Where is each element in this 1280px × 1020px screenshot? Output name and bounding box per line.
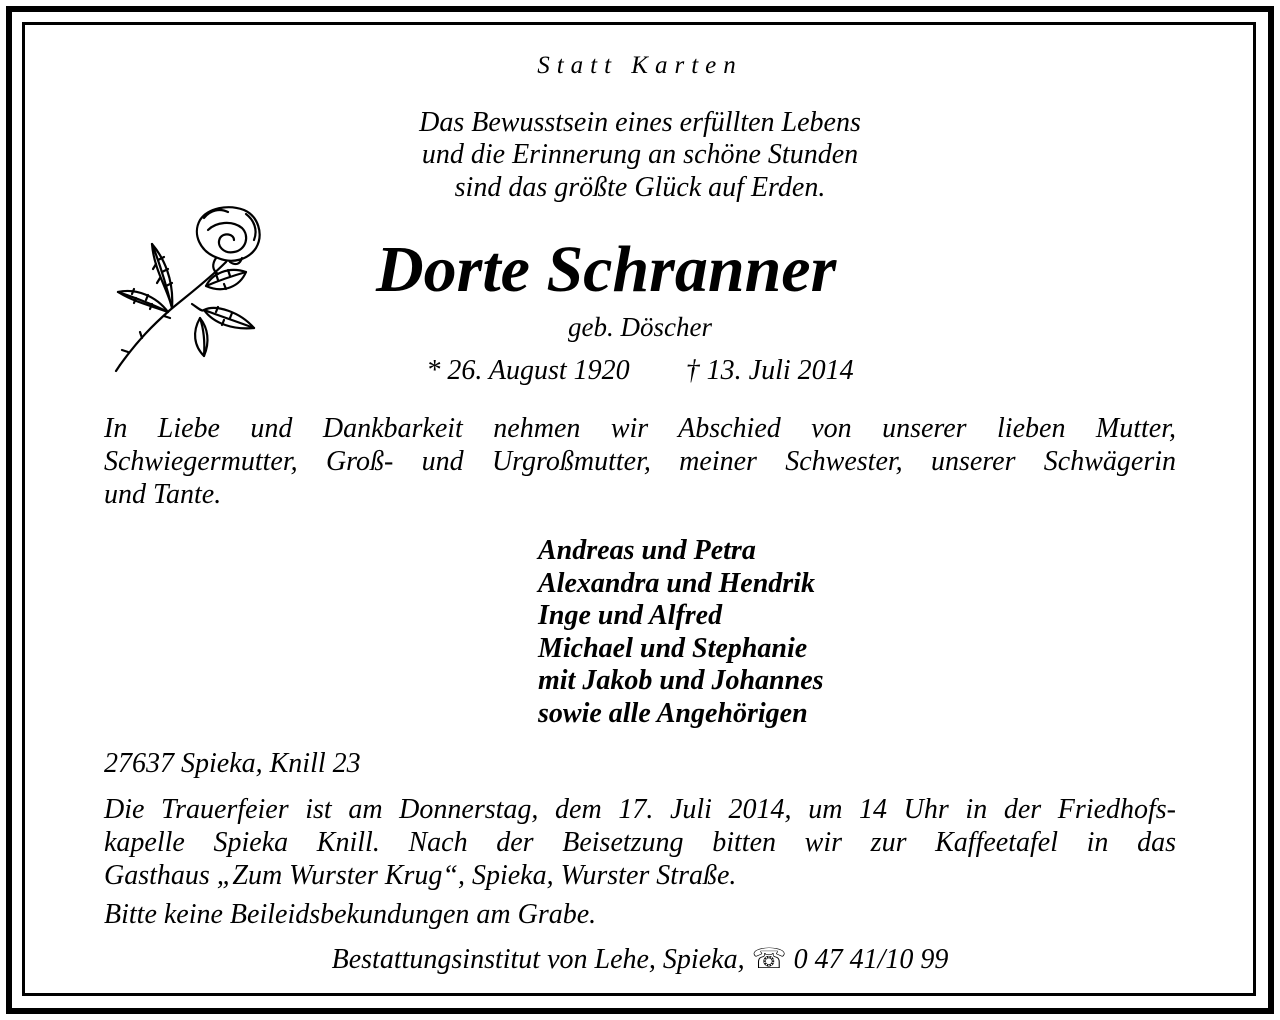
undertaker-line	[0, 942, 1280, 976]
quote-line: Das Bewusstsein eines erfüllten Lebens	[419, 107, 861, 138]
rose-icon	[108, 200, 268, 375]
family-signatures	[538, 535, 824, 730]
quote-line: und die Erinnerung an schöne Stunden	[421, 139, 859, 170]
telephone-icon: ☏	[751, 944, 787, 975]
header-statt-karten: Statt Karten	[537, 52, 743, 79]
death-date: † 13. Juli 2014	[685, 355, 854, 386]
service-paragraph	[104, 793, 1176, 892]
family-line: Alexandra und Hendrik	[538, 567, 815, 599]
phone-number: 0 47 41/10 99	[793, 944, 949, 975]
family-line: mit Jakob und Johannes	[538, 665, 824, 696]
quote-line: sind das größte Glück auf Erden.	[454, 172, 826, 203]
family-line: Michael und Stephanie	[538, 632, 808, 664]
paragraph-line: In Liebe und Dankbarkeit nehmen wir Abschied von unserer lieben Mutter,	[104, 413, 1176, 444]
paragraph-line: Die Trauerfeier ist am Donnerstag, dem 17. Juli 2014, um 14 Uhr in der Friedhofs-	[104, 794, 1176, 825]
birth-name: geb. Döscher	[568, 312, 712, 342]
family-line: Inge und Alfred	[538, 600, 723, 631]
life-dates	[0, 355, 1280, 387]
paragraph-line: kapelle Spieka Knill. Nach der Beisetzung bitten wir zur Kaffeetafel in das	[104, 827, 1176, 858]
family-line: Andreas und Petra	[538, 535, 756, 566]
paragraph-line: und Tante.	[104, 479, 222, 510]
family-address: 27637 Spieka, Knill 23	[104, 748, 361, 779]
family-line: sowie alle Angehörigen	[538, 697, 808, 729]
paragraph-line: Schwiegermutter, Groß- und Urgroßmutter, meiner Schwester, unserer Schwägerin	[104, 446, 1176, 477]
deceased-name: Dorte Schranner	[376, 233, 837, 306]
request-text: Bitte keine Beileidsbekundungen am Grabe.	[104, 899, 597, 930]
undertaker-name: Bestattungsinstitut von Lehe, Spieka,	[331, 944, 752, 975]
paragraph-line: Gasthaus „Zum Wurster Krug“, Spieka, Wurster Straße.	[104, 860, 737, 891]
birth-date: * 26. August 1920	[426, 355, 630, 386]
farewell-paragraph	[104, 412, 1176, 511]
condolence-request	[104, 898, 1176, 931]
